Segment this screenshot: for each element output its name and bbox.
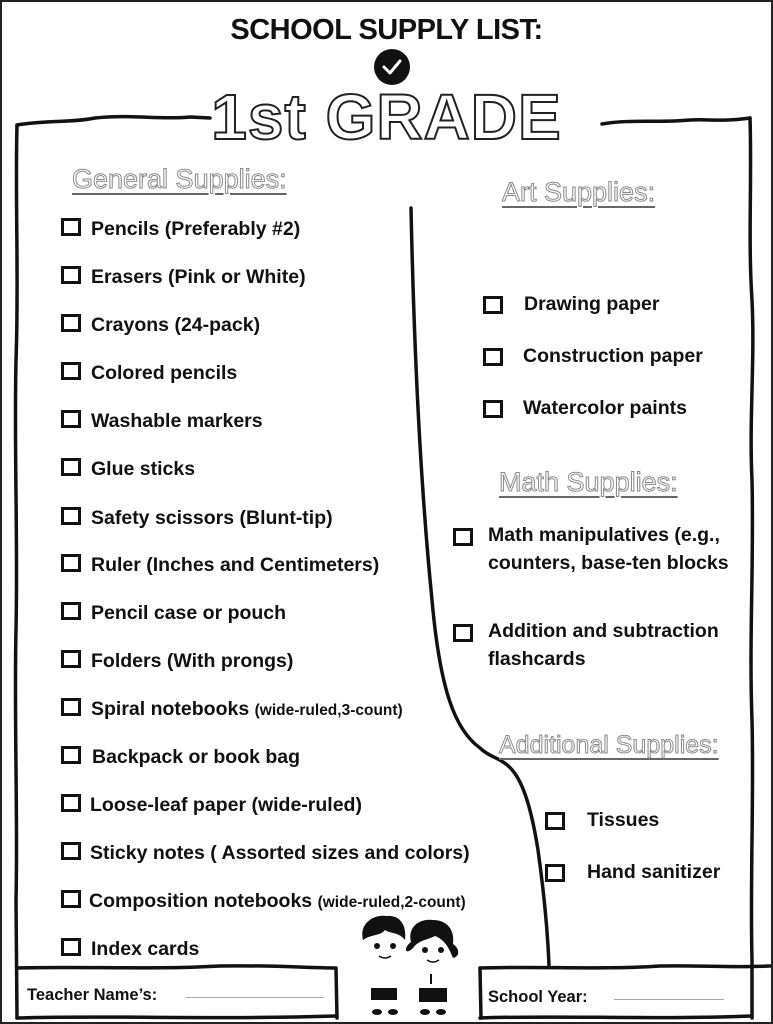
list-item[interactable] xyxy=(61,791,362,819)
grade-heading: 1st GRADE xyxy=(211,81,562,153)
list-item[interactable] xyxy=(483,290,659,318)
list-item[interactable] xyxy=(61,215,300,243)
item-label: Safety scissors (Blunt-tip) xyxy=(91,507,333,529)
item-label: Erasers (Pink or White) xyxy=(91,266,306,288)
checkbox[interactable] xyxy=(61,314,81,332)
school-year-field[interactable] xyxy=(614,999,724,1000)
item-label: Spiral notebooks (wide-ruled,3-count) xyxy=(91,698,403,720)
item-label: Sticky notes ( Assorted sizes and colors) xyxy=(90,842,470,864)
item-label: Addition and subtraction flashcards xyxy=(488,620,719,670)
school-year-label: School Year: xyxy=(488,988,588,1006)
checkbox[interactable] xyxy=(545,864,565,882)
list-item[interactable] xyxy=(61,263,306,291)
checkbox[interactable] xyxy=(61,938,81,956)
item-note: (wide-ruled,2-count) xyxy=(317,894,466,911)
checkbox[interactable] xyxy=(453,528,473,546)
checkbox[interactable] xyxy=(483,400,503,418)
list-item[interactable] xyxy=(61,504,333,532)
list-item[interactable] xyxy=(61,839,470,867)
item-label: Washable markers xyxy=(91,410,263,432)
item-label: Index cards xyxy=(91,938,200,960)
list-item[interactable] xyxy=(453,617,719,673)
section-title-math: Math Supplies: xyxy=(499,467,678,497)
item-label: Construction paper xyxy=(523,345,703,367)
item-label: Colored pencils xyxy=(91,362,238,384)
item-label: Glue sticks xyxy=(91,458,196,480)
item-label: Math manipulatives (e.g., counters, base-ten blocks xyxy=(488,524,729,574)
list-item[interactable] xyxy=(483,394,687,422)
checkbox[interactable] xyxy=(545,812,565,830)
list-item[interactable] xyxy=(61,359,237,387)
item-label: Folders (With prongs) xyxy=(91,650,294,672)
item-label: Loose-leaf paper (wide-ruled) xyxy=(90,794,362,816)
checkbox[interactable] xyxy=(453,624,473,642)
checkbox[interactable] xyxy=(61,698,81,716)
checkbox[interactable] xyxy=(61,458,81,476)
checkbox[interactable] xyxy=(61,410,81,428)
item-label: Tissues xyxy=(587,809,660,831)
checkbox[interactable] xyxy=(61,507,81,525)
checkbox[interactable] xyxy=(61,842,81,860)
list-item[interactable] xyxy=(61,311,260,339)
item-label: Crayons (24-pack) xyxy=(91,314,261,336)
list-item[interactable] xyxy=(545,858,720,886)
item-label: Pencils (Preferably #2) xyxy=(91,218,301,240)
item-label: Drawing paper xyxy=(524,293,660,315)
checkbox[interactable] xyxy=(61,218,81,236)
teacher-name-label: Teacher Name’s: xyxy=(27,986,158,1004)
checkbox[interactable] xyxy=(61,554,81,572)
item-label: Hand sanitizer xyxy=(587,861,721,883)
section-title-general: General Supplies: xyxy=(72,164,287,194)
list-item[interactable] xyxy=(61,455,195,483)
list-item[interactable] xyxy=(61,743,300,771)
list-item[interactable] xyxy=(453,521,729,577)
list-item[interactable] xyxy=(61,551,379,579)
checkbox[interactable] xyxy=(61,746,81,764)
list-item[interactable] xyxy=(61,599,286,627)
list-item[interactable] xyxy=(61,695,403,725)
checkbox[interactable] xyxy=(483,296,503,314)
item-label: Backpack or book bag xyxy=(92,746,301,768)
item-label: Pencil case or pouch xyxy=(91,602,287,624)
checkbox[interactable] xyxy=(61,794,81,812)
checkbox[interactable] xyxy=(61,266,81,284)
checkbox[interactable] xyxy=(483,348,503,366)
item-label: Composition notebooks (wide-ruled,2-count) xyxy=(89,890,466,912)
list-item[interactable] xyxy=(483,342,703,370)
checkbox[interactable] xyxy=(61,650,81,668)
item-note: (wide-ruled,3-count) xyxy=(254,702,403,719)
page-title: SCHOOL SUPPLY LIST: xyxy=(230,14,543,46)
list-item[interactable] xyxy=(545,806,659,834)
checkbox[interactable] xyxy=(61,602,81,620)
item-label: Watercolor paints xyxy=(523,397,687,419)
two-kids-illustration xyxy=(355,912,465,1020)
item-label: Ruler (Inches and Centimeters) xyxy=(91,554,380,576)
section-title-art: Art Supplies: xyxy=(502,177,656,207)
list-item[interactable] xyxy=(61,407,263,435)
teacher-name-field[interactable] xyxy=(186,997,324,998)
list-item[interactable] xyxy=(61,935,199,963)
checkbox[interactable] xyxy=(61,890,81,908)
list-item[interactable] xyxy=(61,647,293,675)
section-title-additional: Additional Supplies: xyxy=(499,731,719,759)
checkbox[interactable] xyxy=(61,362,81,380)
